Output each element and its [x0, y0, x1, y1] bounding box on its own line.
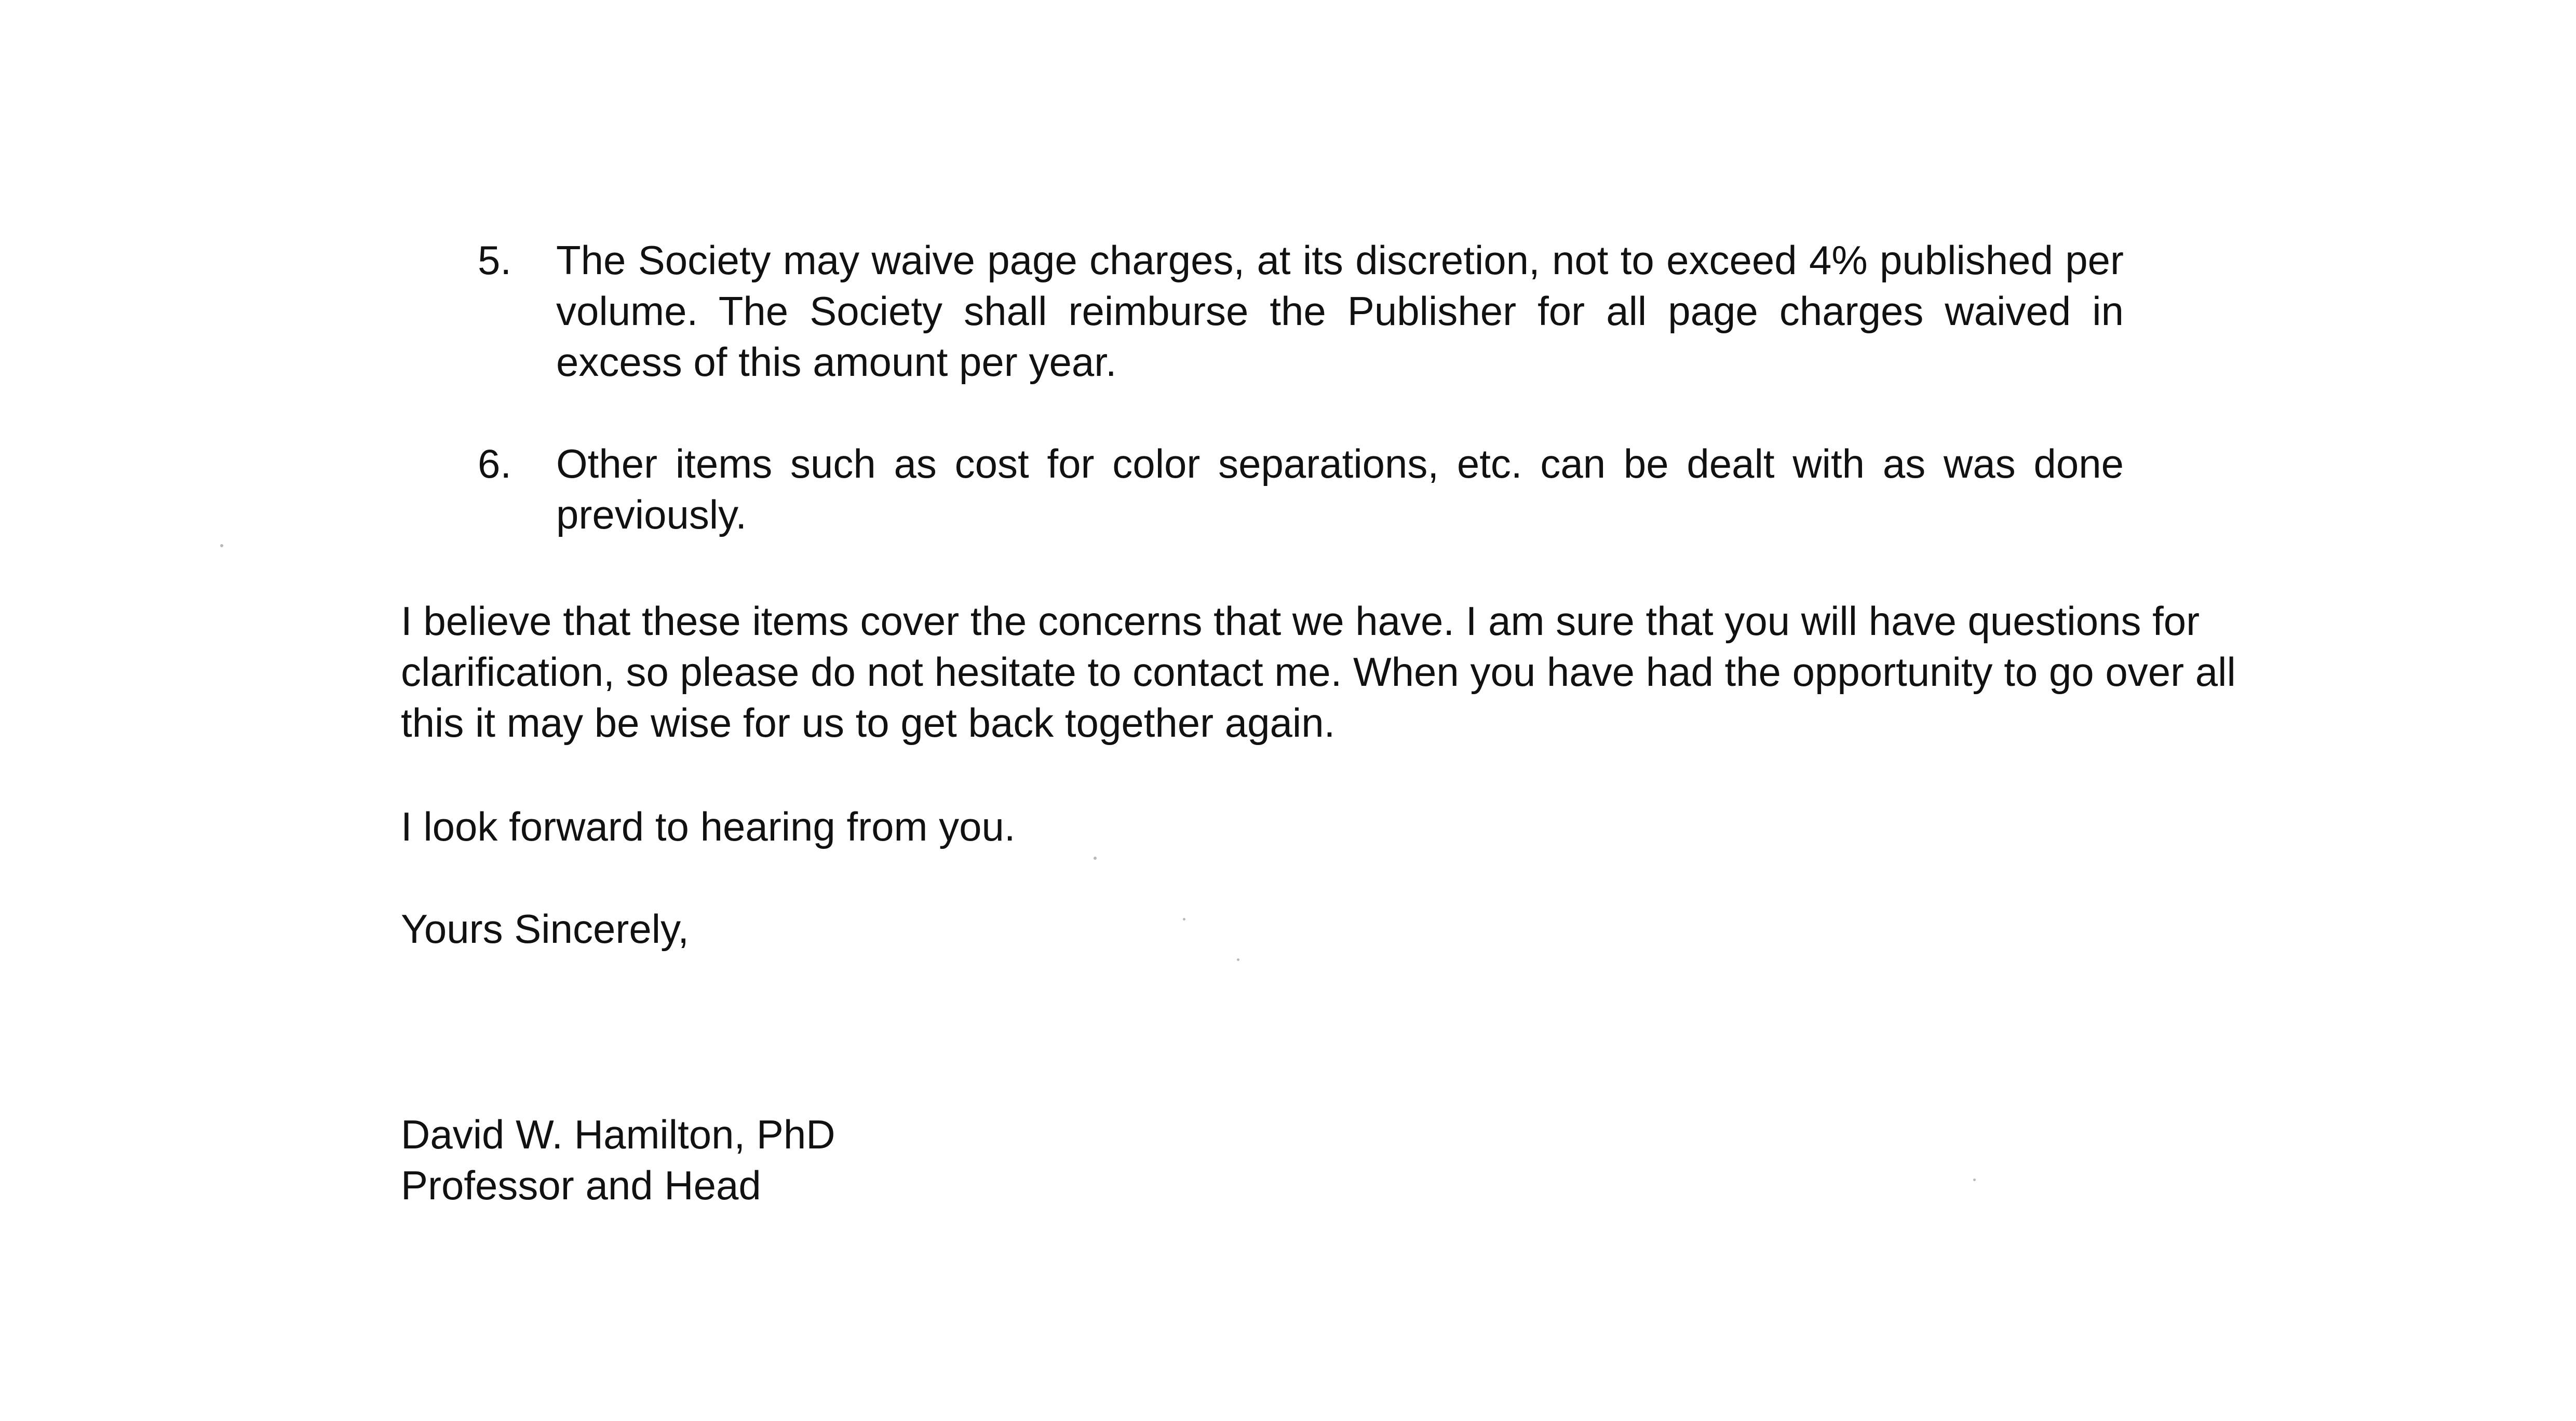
list-item-text: The Society may waive page charges, at its discretion, not to exceed 4% published per volume. The Society shall reimburse the Publisher for all page charges waived in excess of this amount per year. [556, 237, 2124, 385]
paragraph-concerns: I believe that these items cover the concerns that we have. I am sure that you will have questions for clarification, so please do not hesitate to contact me. When you have had the opportunity to go over all this it may be wise for us to get back together again. [401, 598, 2236, 746]
scan-speck [1237, 958, 1239, 961]
closing-salutation: Yours Sincerely, [401, 906, 689, 952]
signer-title: Professor and Head [401, 1162, 761, 1208]
paragraph-look-forward: I look forward to hearing from you. [401, 804, 1016, 849]
signature-block [401, 1109, 1439, 1211]
list-item [478, 235, 2124, 387]
list-item [478, 438, 2124, 540]
signer-name: David W. Hamilton, PhD [401, 1112, 835, 1157]
list-item-number: 5. [478, 237, 512, 283]
scan-speck [1973, 1179, 1976, 1181]
scan-speck [1183, 918, 1185, 921]
scan-speck [1094, 857, 1097, 860]
list-item-text: Other items such as cost for color separations, etc. can be dealt with as was done previously. [556, 441, 2124, 537]
scan-speck [220, 544, 223, 547]
numbered-list [478, 235, 2124, 591]
list-item-number: 6. [478, 441, 512, 486]
